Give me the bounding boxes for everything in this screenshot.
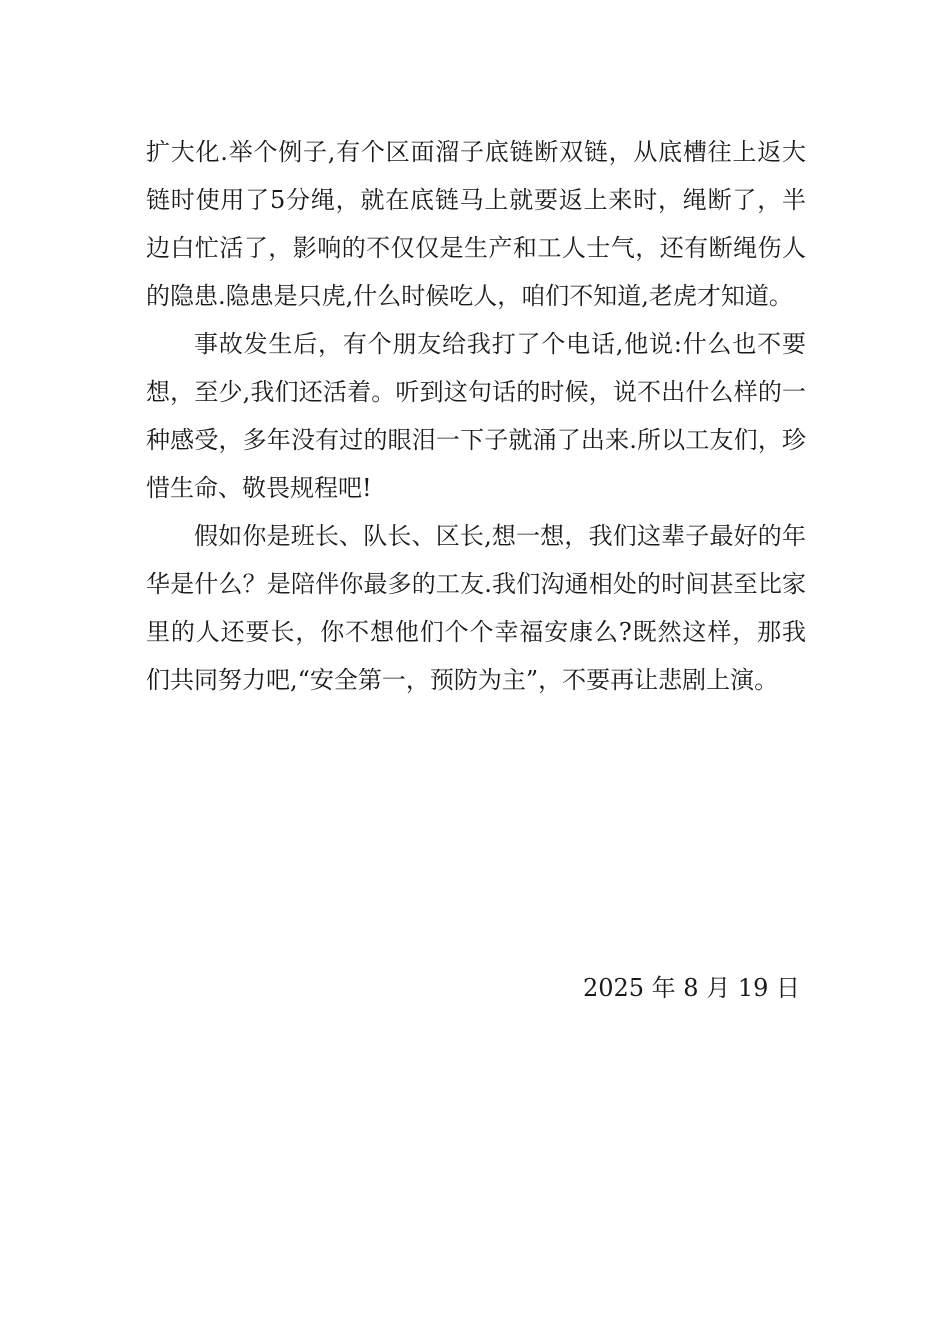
document-body (146, 128, 806, 704)
paragraph-3: 假如你是班长、队长、区长,想一想，我们这辈子最好的年华是什么？是陪伴你最多的工友.我们沟通相处的时间甚至比家里的人还要长，你不想他们个个幸福安康么?既然这样，那我们共同努力吧,“安全第一，预防为主”，不要再让悲剧上演。 (146, 522, 806, 694)
document-date: 2025 年 8 月 19 日 (582, 974, 800, 1002)
paragraph-2: 事故发生后，有个朋友给我打了个电话,他说:什么也不要想，至少,我们还活着。听到这句话的时候，说不出什么样的一种感受，多年没有过的眼泪一下子就涌了出来.所以工友们，珍惜生命、敬畏规程吧! (146, 330, 806, 502)
paragraph-1: 扩大化.举个例子,有个区面溜子底链断双链，从底槽往上返大链时使用了5分绳，就在底链马上就要返上来时，绳断了，半边白忙活了，影响的不仅仅是生产和工人士气，还有断绳伤人的隐患.隐患是只虎,什么时候吃人，咱们不知道,老虎才知道。 (146, 138, 806, 310)
